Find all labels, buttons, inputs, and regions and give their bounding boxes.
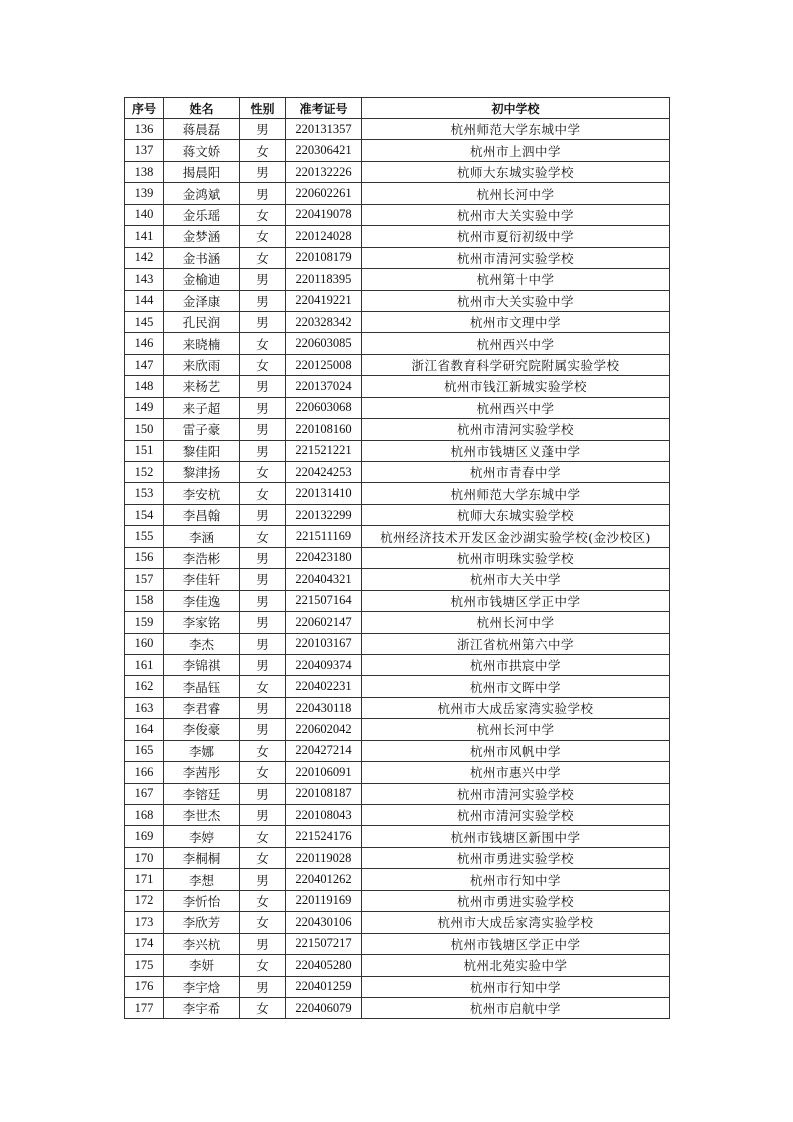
table-row	[125, 612, 670, 633]
cell-exam-number: 220108043	[286, 805, 362, 826]
cell-name: 李家铭	[164, 612, 240, 633]
table-row	[125, 161, 670, 182]
cell-school: 杭州市钱江新城实验学校	[362, 376, 670, 397]
cell-exam-number: 220306421	[286, 140, 362, 161]
cell-index: 172	[125, 890, 164, 911]
cell-index: 164	[125, 719, 164, 740]
table-row	[125, 719, 670, 740]
cell-school: 杭州长河中学	[362, 719, 670, 740]
cell-exam-number: 220118395	[286, 269, 362, 290]
cell-exam-number: 220108187	[286, 783, 362, 804]
cell-gender: 男	[240, 783, 286, 804]
cell-school: 杭州市钱塘区新围中学	[362, 826, 670, 847]
table-row	[125, 333, 670, 354]
cell-name: 李想	[164, 869, 240, 890]
cell-exam-number: 220137024	[286, 376, 362, 397]
cell-gender: 女	[240, 912, 286, 933]
cell-name: 金梦涵	[164, 226, 240, 247]
cell-name: 来子超	[164, 397, 240, 418]
cell-exam-number: 220125008	[286, 354, 362, 375]
cell-exam-number: 220405280	[286, 955, 362, 976]
cell-exam-number: 220103167	[286, 633, 362, 654]
cell-index: 165	[125, 740, 164, 761]
table-row	[125, 654, 670, 675]
cell-gender: 男	[240, 397, 286, 418]
cell-name: 李镕廷	[164, 783, 240, 804]
cell-exam-number: 220132226	[286, 161, 362, 182]
cell-index: 137	[125, 140, 164, 161]
table-row	[125, 869, 670, 890]
cell-exam-number: 220131410	[286, 483, 362, 504]
table-header-row	[125, 98, 670, 119]
table-row	[125, 376, 670, 397]
cell-index: 174	[125, 933, 164, 954]
table-row	[125, 290, 670, 311]
cell-school: 杭州市钱塘区学正中学	[362, 590, 670, 611]
cell-school: 杭州市明珠实验学校	[362, 547, 670, 568]
table-row	[125, 590, 670, 611]
cell-index: 176	[125, 976, 164, 997]
cell-gender: 男	[240, 547, 286, 568]
cell-exam-number: 220119169	[286, 890, 362, 911]
cell-gender: 女	[240, 762, 286, 783]
table-row	[125, 912, 670, 933]
cell-gender: 女	[240, 204, 286, 225]
table-row	[125, 740, 670, 761]
cell-school: 杭州市启航中学	[362, 997, 670, 1018]
cell-gender: 男	[240, 697, 286, 718]
cell-name: 李安杭	[164, 483, 240, 504]
cell-index: 154	[125, 504, 164, 525]
table-row	[125, 419, 670, 440]
table-row	[125, 783, 670, 804]
cell-school: 杭州市文晖中学	[362, 676, 670, 697]
cell-exam-number: 221524176	[286, 826, 362, 847]
table-row	[125, 269, 670, 290]
cell-index: 177	[125, 997, 164, 1018]
table-row	[125, 697, 670, 718]
cell-exam-number: 220401259	[286, 976, 362, 997]
cell-school: 杭州市清河实验学校	[362, 783, 670, 804]
cell-gender: 男	[240, 183, 286, 204]
cell-school: 杭师大东城实验学校	[362, 504, 670, 525]
cell-name: 金书涵	[164, 247, 240, 268]
cell-name: 黎津扬	[164, 462, 240, 483]
cell-index: 166	[125, 762, 164, 783]
table-row	[125, 504, 670, 525]
cell-name: 李忻怡	[164, 890, 240, 911]
cell-exam-number: 220602261	[286, 183, 362, 204]
cell-exam-number: 221511169	[286, 526, 362, 547]
cell-index: 169	[125, 826, 164, 847]
cell-name: 黎佳阳	[164, 440, 240, 461]
cell-school: 杭州市大关中学	[362, 569, 670, 590]
cell-gender: 女	[240, 997, 286, 1018]
table-row	[125, 569, 670, 590]
cell-index: 149	[125, 397, 164, 418]
table-row	[125, 483, 670, 504]
cell-name: 李佳轩	[164, 569, 240, 590]
cell-gender: 女	[240, 462, 286, 483]
cell-index: 150	[125, 419, 164, 440]
cell-school: 杭州市大关实验中学	[362, 290, 670, 311]
cell-school: 杭州师范大学东城中学	[362, 483, 670, 504]
cell-index: 156	[125, 547, 164, 568]
cell-school: 杭州西兴中学	[362, 333, 670, 354]
cell-gender: 男	[240, 654, 286, 675]
cell-exam-number: 220409374	[286, 654, 362, 675]
cell-index: 147	[125, 354, 164, 375]
cell-index: 144	[125, 290, 164, 311]
cell-index: 139	[125, 183, 164, 204]
cell-gender: 男	[240, 805, 286, 826]
cell-school: 杭州西兴中学	[362, 397, 670, 418]
cell-name: 金鸿斌	[164, 183, 240, 204]
cell-gender: 男	[240, 719, 286, 740]
cell-name: 李婷	[164, 826, 240, 847]
cell-name: 李娜	[164, 740, 240, 761]
cell-gender: 男	[240, 376, 286, 397]
table-row	[125, 140, 670, 161]
cell-exam-number: 221507164	[286, 590, 362, 611]
table-row	[125, 547, 670, 568]
cell-exam-number: 220427214	[286, 740, 362, 761]
cell-school: 杭州长河中学	[362, 183, 670, 204]
cell-name: 金泽康	[164, 290, 240, 311]
cell-name: 来杨艺	[164, 376, 240, 397]
cell-name: 李世杰	[164, 805, 240, 826]
cell-school: 杭州第十中学	[362, 269, 670, 290]
cell-school: 杭州市清河实验学校	[362, 419, 670, 440]
cell-school: 杭州北苑实验中学	[362, 955, 670, 976]
cell-index: 155	[125, 526, 164, 547]
cell-name: 李兴杭	[164, 933, 240, 954]
cell-index: 173	[125, 912, 164, 933]
cell-gender: 女	[240, 890, 286, 911]
cell-gender: 女	[240, 247, 286, 268]
table-row	[125, 183, 670, 204]
table-row	[125, 633, 670, 654]
cell-index: 146	[125, 333, 164, 354]
cell-index: 151	[125, 440, 164, 461]
table-row	[125, 762, 670, 783]
cell-school: 杭州市钱塘区义蓬中学	[362, 440, 670, 461]
student-roster-table	[124, 97, 670, 1019]
cell-school: 杭州师范大学东城中学	[362, 119, 670, 140]
cell-gender: 女	[240, 826, 286, 847]
table-row	[125, 826, 670, 847]
table-row	[125, 890, 670, 911]
cell-school: 杭州市行知中学	[362, 976, 670, 997]
cell-school: 杭州市清河实验学校	[362, 247, 670, 268]
cell-school: 杭州经济技术开发区金沙湖实验学校(金沙校区)	[362, 526, 670, 547]
cell-name: 李欣芳	[164, 912, 240, 933]
cell-gender: 男	[240, 269, 286, 290]
cell-exam-number: 220328342	[286, 311, 362, 332]
cell-gender: 女	[240, 740, 286, 761]
cell-index: 161	[125, 654, 164, 675]
cell-gender: 男	[240, 869, 286, 890]
cell-gender: 男	[240, 161, 286, 182]
cell-exam-number: 220119028	[286, 847, 362, 868]
cell-gender: 女	[240, 847, 286, 868]
cell-gender: 男	[240, 569, 286, 590]
cell-index: 157	[125, 569, 164, 590]
cell-exam-number: 220602147	[286, 612, 362, 633]
cell-name: 李晶钰	[164, 676, 240, 697]
cell-exam-number: 220108160	[286, 419, 362, 440]
cell-gender: 女	[240, 140, 286, 161]
cell-gender: 男	[240, 290, 286, 311]
cell-gender: 男	[240, 590, 286, 611]
table-row	[125, 526, 670, 547]
table-row	[125, 119, 670, 140]
cell-exam-number: 221521221	[286, 440, 362, 461]
cell-school: 杭州市行知中学	[362, 869, 670, 890]
table-row	[125, 440, 670, 461]
cell-index: 163	[125, 697, 164, 718]
cell-gender: 男	[240, 976, 286, 997]
cell-school: 杭州市青春中学	[362, 462, 670, 483]
cell-school: 杭州长河中学	[362, 612, 670, 633]
cell-name: 来欣雨	[164, 354, 240, 375]
cell-name: 李杰	[164, 633, 240, 654]
table-row	[125, 997, 670, 1018]
cell-school: 杭州市夏衍初级中学	[362, 226, 670, 247]
cell-index: 148	[125, 376, 164, 397]
cell-index: 159	[125, 612, 164, 633]
cell-exam-number: 220423180	[286, 547, 362, 568]
cell-index: 152	[125, 462, 164, 483]
cell-gender: 男	[240, 440, 286, 461]
cell-school: 杭州市惠兴中学	[362, 762, 670, 783]
cell-index: 143	[125, 269, 164, 290]
cell-school: 杭州市大关实验中学	[362, 204, 670, 225]
cell-exam-number: 220131357	[286, 119, 362, 140]
cell-exam-number: 220108179	[286, 247, 362, 268]
cell-school: 杭州市清河实验学校	[362, 805, 670, 826]
table-row	[125, 805, 670, 826]
cell-name: 蒋文娇	[164, 140, 240, 161]
table-row	[125, 354, 670, 375]
table-row	[125, 226, 670, 247]
cell-school: 浙江省教育科学研究院附属实验学校	[362, 354, 670, 375]
cell-index: 160	[125, 633, 164, 654]
cell-exam-number: 220406079	[286, 997, 362, 1018]
cell-school: 杭州市勇进实验学校	[362, 847, 670, 868]
cell-name: 李妍	[164, 955, 240, 976]
cell-school: 杭州市大成岳家湾实验学校	[362, 697, 670, 718]
cell-index: 153	[125, 483, 164, 504]
cell-school: 杭州市上泗中学	[362, 140, 670, 161]
cell-name: 揭晨阳	[164, 161, 240, 182]
cell-index: 142	[125, 247, 164, 268]
cell-name: 李锦祺	[164, 654, 240, 675]
cell-gender: 男	[240, 612, 286, 633]
cell-index: 141	[125, 226, 164, 247]
cell-exam-number: 220419078	[286, 204, 362, 225]
cell-exam-number: 220404321	[286, 569, 362, 590]
cell-index: 136	[125, 119, 164, 140]
cell-exam-number: 220602042	[286, 719, 362, 740]
cell-exam-number: 220124028	[286, 226, 362, 247]
cell-name: 金乐瑶	[164, 204, 240, 225]
table-row	[125, 462, 670, 483]
cell-name: 雷子豪	[164, 419, 240, 440]
cell-index: 170	[125, 847, 164, 868]
cell-exam-number: 220430118	[286, 697, 362, 718]
cell-gender: 男	[240, 311, 286, 332]
cell-name: 金榆迪	[164, 269, 240, 290]
table-row	[125, 933, 670, 954]
table-body	[125, 119, 670, 1019]
cell-name: 蒋晨磊	[164, 119, 240, 140]
header-name: 姓名	[164, 98, 240, 119]
cell-name: 李俊豪	[164, 719, 240, 740]
table-row	[125, 847, 670, 868]
header-school: 初中学校	[362, 98, 670, 119]
cell-gender: 男	[240, 504, 286, 525]
cell-school: 杭州市文理中学	[362, 311, 670, 332]
cell-gender: 女	[240, 955, 286, 976]
header-exam-number: 准考证号	[286, 98, 362, 119]
cell-index: 158	[125, 590, 164, 611]
header-gender: 性别	[240, 98, 286, 119]
table-row	[125, 397, 670, 418]
table-row	[125, 204, 670, 225]
cell-gender: 女	[240, 676, 286, 697]
cell-name: 李君睿	[164, 697, 240, 718]
cell-gender: 男	[240, 419, 286, 440]
cell-index: 175	[125, 955, 164, 976]
cell-gender: 女	[240, 526, 286, 547]
cell-index: 145	[125, 311, 164, 332]
cell-name: 李佳逸	[164, 590, 240, 611]
cell-name: 李昌翰	[164, 504, 240, 525]
cell-exam-number: 220401262	[286, 869, 362, 890]
cell-school: 杭州市大成岳家湾实验学校	[362, 912, 670, 933]
table-row	[125, 955, 670, 976]
cell-gender: 女	[240, 354, 286, 375]
cell-school: 杭州市勇进实验学校	[362, 890, 670, 911]
cell-name: 李宇希	[164, 997, 240, 1018]
cell-exam-number: 220430106	[286, 912, 362, 933]
cell-gender: 男	[240, 119, 286, 140]
cell-index: 162	[125, 676, 164, 697]
cell-school: 杭州市风帆中学	[362, 740, 670, 761]
cell-name: 李桐桐	[164, 847, 240, 868]
cell-gender: 男	[240, 633, 286, 654]
cell-exam-number: 220424253	[286, 462, 362, 483]
cell-exam-number: 220132299	[286, 504, 362, 525]
cell-index: 138	[125, 161, 164, 182]
table-row	[125, 311, 670, 332]
cell-exam-number: 220402231	[286, 676, 362, 697]
header-index: 序号	[125, 98, 164, 119]
cell-school: 杭州市拱宸中学	[362, 654, 670, 675]
cell-index: 140	[125, 204, 164, 225]
cell-exam-number: 221507217	[286, 933, 362, 954]
cell-name: 来晓楠	[164, 333, 240, 354]
cell-gender: 女	[240, 226, 286, 247]
table-row	[125, 976, 670, 997]
table-row	[125, 247, 670, 268]
cell-index: 167	[125, 783, 164, 804]
cell-index: 168	[125, 805, 164, 826]
cell-exam-number: 220106091	[286, 762, 362, 783]
cell-exam-number: 220603068	[286, 397, 362, 418]
cell-gender: 女	[240, 333, 286, 354]
cell-gender: 男	[240, 933, 286, 954]
table-row	[125, 676, 670, 697]
cell-school: 浙江省杭州第六中学	[362, 633, 670, 654]
cell-name: 李浩彬	[164, 547, 240, 568]
cell-gender: 女	[240, 483, 286, 504]
cell-index: 171	[125, 869, 164, 890]
cell-name: 李涵	[164, 526, 240, 547]
cell-school: 杭师大东城实验学校	[362, 161, 670, 182]
cell-school: 杭州市钱塘区学正中学	[362, 933, 670, 954]
cell-exam-number: 220603085	[286, 333, 362, 354]
cell-name: 李宇焓	[164, 976, 240, 997]
cell-name: 孔民润	[164, 311, 240, 332]
cell-name: 李茜彤	[164, 762, 240, 783]
cell-exam-number: 220419221	[286, 290, 362, 311]
